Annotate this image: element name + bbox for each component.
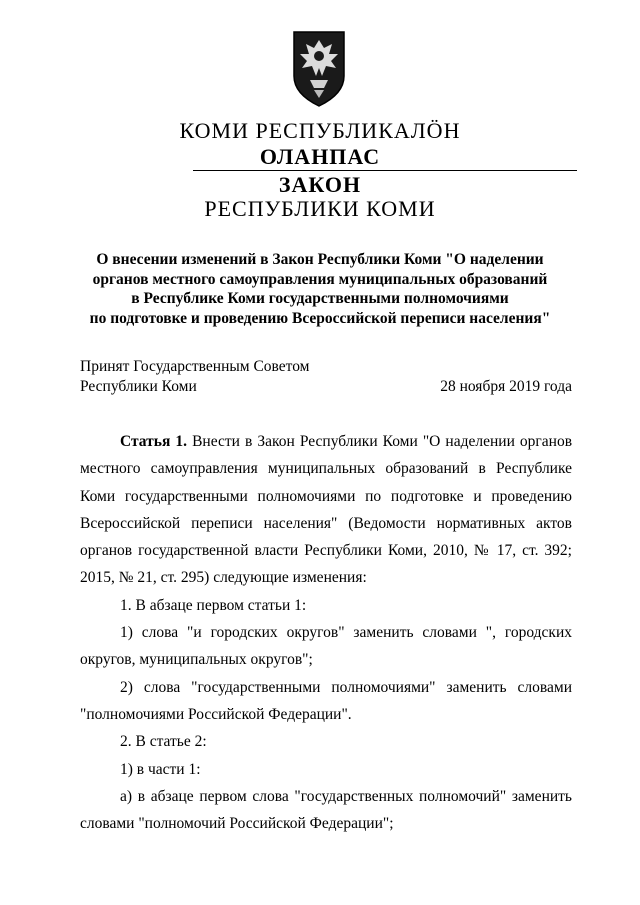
law-title: [60, 250, 580, 328]
list-item: 1) слова "и городских округов" заменить словами ", городских округов, муниципальных округов";: [80, 624, 572, 669]
header-republic: РЕСПУБЛИКИ КОМИ: [204, 196, 436, 221]
list-item: а) в абзаце первом слова "государственных полномочий" заменить словами "полномочий Российской Федерации";: [80, 787, 572, 833]
law-title-line: органов местного самоуправления муниципальных образований: [92, 270, 548, 288]
list-item: 2) слова "государственными полномочиями" заменить словами "полномочиями Российской Федерации".: [80, 678, 572, 723]
adopted-by-line1: Принят Государственным Советом: [80, 358, 310, 375]
article-1-label: Статья 1.: [120, 433, 188, 450]
article-1-paragraph: [80, 428, 572, 592]
list-item: 2. В статье 2:: [120, 733, 207, 751]
header-divider: [193, 170, 577, 171]
header-olanpas: ОЛАНПАС: [259, 144, 381, 169]
list-item: 1) в части 1:: [120, 760, 201, 778]
law-title-line: О внесении изменений в Закон Республики Коми "О наделении: [96, 251, 544, 268]
law-body: [80, 428, 572, 837]
law-title-line: в Республике Коми государственными полномочиями: [131, 290, 509, 307]
list-item: 1. В абзаце первом статьи 1:: [120, 596, 307, 614]
law-title-line: по подготовке и проведению Всероссийской переписи населения": [89, 309, 551, 327]
header-komi-republic: КОМИ РЕСПУБЛИКАЛÖН: [179, 118, 461, 143]
adoption-date: 28 ноября 2019 года: [440, 378, 572, 395]
header-law: ЗАКОН: [278, 172, 362, 197]
adoption-block: [80, 357, 572, 397]
adopted-by-line2: Республики Коми: [80, 378, 197, 395]
komi-coat-of-arms-icon: [288, 28, 350, 108]
article-1-text: Внести в Закон Республики Коми "О наделении органов местного самоуправления муниципальных образований в Республике Коми государственными полномочиями по подготовке и проведению Всероссийской переписи населения" (Ведомости нормативных актов органов государственной власти Республики Коми, 2010, № 17, ст. 392; 2015, № 21, ст. 295) следующие изменения:: [80, 433, 573, 587]
